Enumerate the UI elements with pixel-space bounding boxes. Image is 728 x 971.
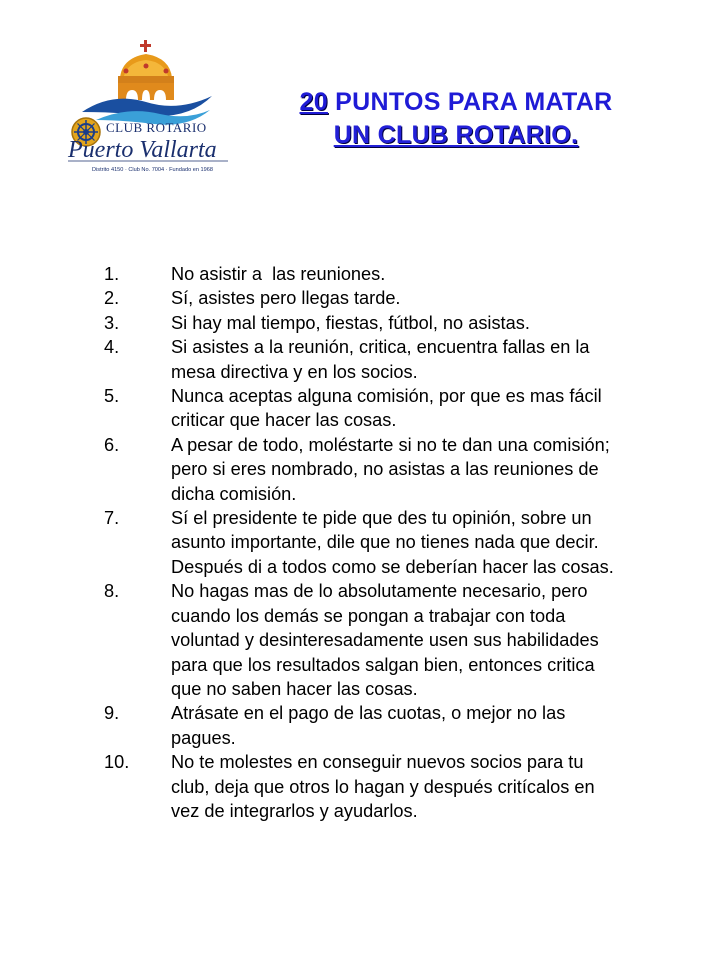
list-item-line: No hagas mas de lo absolutamente necesario, pero bbox=[171, 581, 588, 602]
list-item-line: A pesar de todo, moléstarte si no te dan una comisión; bbox=[171, 434, 610, 455]
list-item bbox=[104, 286, 704, 310]
list-item-line: pero si eres nombrado, no asistas a las reuniones de bbox=[171, 459, 599, 480]
list-item-text bbox=[171, 262, 704, 286]
list-item-line: pagues. bbox=[171, 727, 236, 748]
list-item-line: para que los resultados salgan bien, entonces critica bbox=[171, 654, 595, 675]
list-item-line: cuando los demás se pongan a trabajar con toda bbox=[171, 605, 566, 626]
list-item-text bbox=[171, 433, 704, 506]
list-item-line: vez de integrarlos y ayudarlos. bbox=[171, 800, 418, 821]
list-item-line: No asistir a las reuniones. bbox=[171, 264, 386, 284]
list-item bbox=[104, 335, 704, 384]
list-item-text bbox=[171, 384, 704, 433]
list-item-number: 10. bbox=[104, 752, 130, 773]
list-item-text bbox=[171, 750, 704, 823]
logo-line2: Puerto Vallarta bbox=[68, 137, 217, 163]
logo-line1: CLUB ROTARIO bbox=[106, 120, 207, 135]
logo-tagline: Distrito 4150 · Club No. 7004 · Fundado en 1968 bbox=[92, 167, 213, 173]
list-item-text bbox=[171, 701, 704, 750]
list-item-line: Nunca aceptas alguna comisión, por que es mas fácil bbox=[171, 386, 602, 407]
title-number: 20 bbox=[299, 88, 328, 116]
list-item-number: 2. bbox=[104, 288, 120, 309]
list-item bbox=[104, 262, 704, 286]
list-item-line: voluntad y desinteresadamente usen sus habilidades bbox=[171, 630, 599, 651]
page-title bbox=[236, 86, 676, 152]
title-line-2: UN CLUB ROTARIO. bbox=[333, 121, 579, 149]
list-item-line: Atrásate en el pago de las cuotas, o mejor no las bbox=[171, 703, 566, 724]
list-item bbox=[104, 579, 704, 701]
list-item-line: mesa directiva y en los socios. bbox=[171, 361, 418, 382]
list-item-number: 5. bbox=[104, 386, 120, 407]
list-item-text bbox=[171, 506, 704, 579]
list-item-text bbox=[171, 579, 704, 701]
list-item-number: 1. bbox=[104, 264, 120, 284]
list-item-line: No te molestes en conseguir nuevos socios para tu bbox=[171, 752, 584, 773]
title-line-1-text: PUNTOS PARA MATAR bbox=[327, 88, 613, 116]
list-item bbox=[104, 384, 704, 433]
list-item-line: dicha comisión. bbox=[171, 483, 297, 504]
list-item bbox=[104, 701, 704, 750]
list-item bbox=[104, 311, 704, 335]
list-item bbox=[104, 750, 704, 823]
list-item-line: club, deja que otros lo hagan y después critícalos en bbox=[171, 776, 595, 797]
list-item bbox=[104, 433, 704, 506]
list-item-line: criticar que hacer las cosas. bbox=[171, 410, 397, 431]
title-line-1 bbox=[236, 86, 676, 119]
list-item-text bbox=[171, 335, 704, 384]
points-list bbox=[104, 262, 704, 823]
list-item-line: que no saben hacer las cosas. bbox=[171, 678, 418, 699]
club-logo bbox=[62, 40, 234, 190]
list-item bbox=[104, 506, 704, 579]
list-item-number: 9. bbox=[104, 703, 120, 724]
list-item-line: asunto importante, dile que no tienes nada que decir. bbox=[171, 532, 599, 553]
list-item-text bbox=[171, 286, 704, 310]
list-item-number: 7. bbox=[104, 508, 120, 529]
list-item-number: 8. bbox=[104, 581, 120, 602]
list-item-line: Después di a todos como se deberían hacer las cosas. bbox=[171, 556, 614, 577]
list-item-number: 4. bbox=[104, 337, 120, 358]
list-item-text bbox=[171, 311, 704, 335]
list-item-number: 6. bbox=[104, 434, 120, 455]
list-item-line: Sí, asistes pero llegas tarde. bbox=[171, 288, 401, 309]
list-item-line: Sí el presidente te pide que des tu opinión, sobre un bbox=[171, 508, 592, 529]
list-item-line: Si hay mal tiempo, fiestas, fútbol, no asistas. bbox=[171, 312, 530, 333]
list-item-number: 3. bbox=[104, 312, 120, 333]
list-item-line: Si asistes a la reunión, critica, encuentra fallas en la bbox=[171, 337, 590, 358]
